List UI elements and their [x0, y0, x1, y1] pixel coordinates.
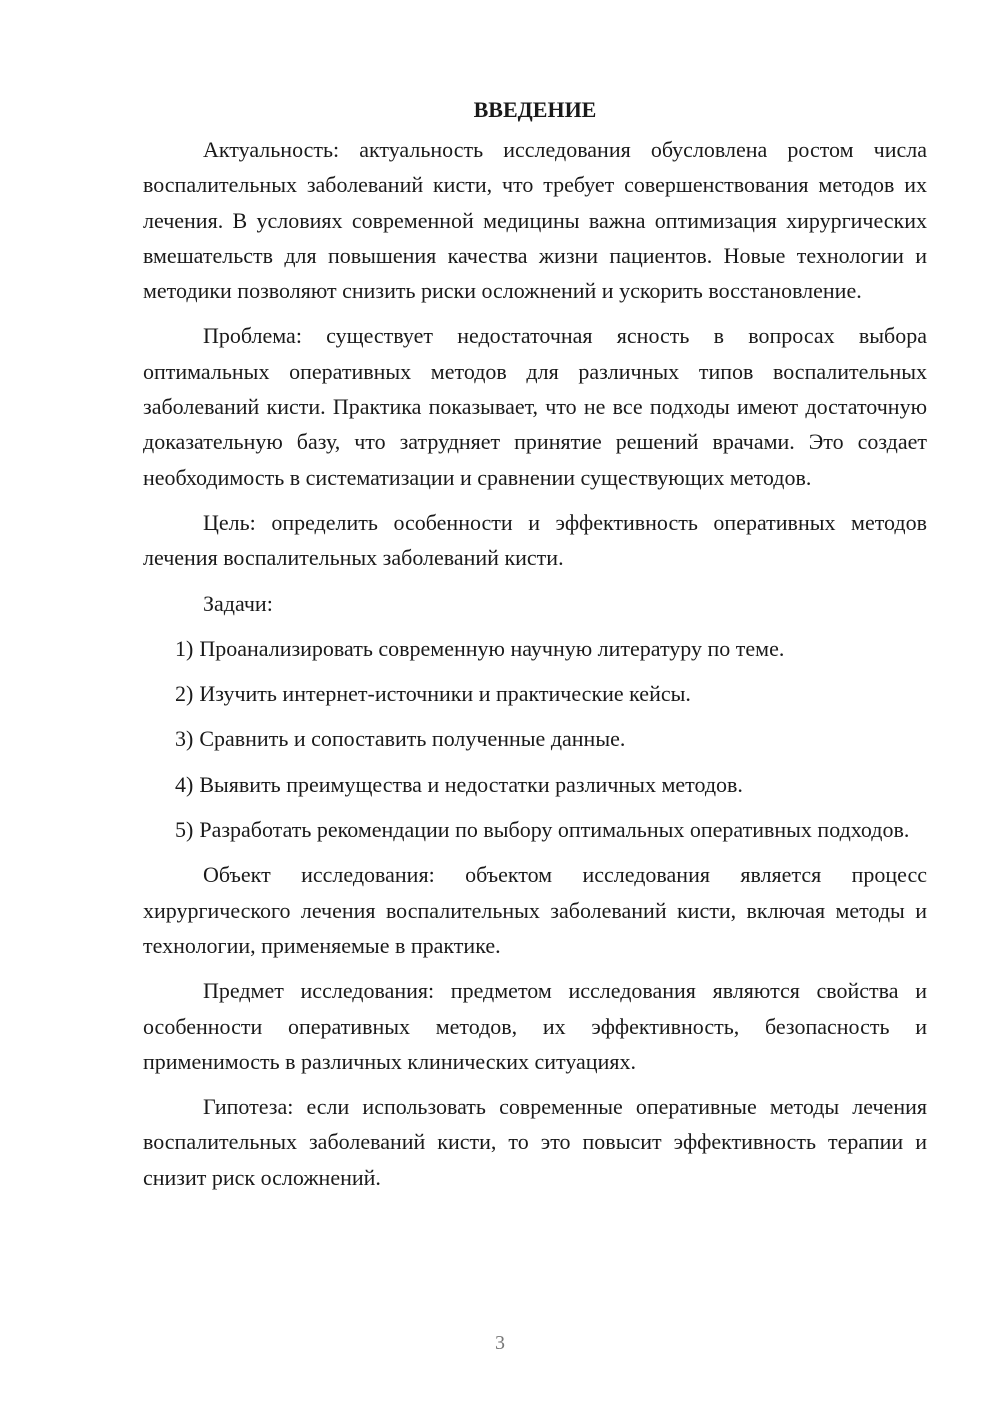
list-item-number: 2) — [175, 681, 194, 707]
paragraph-problem: Проблема: существует недостаточная ясность в вопросах выбора оптимальных оперативных методов для различных типов воспалительных заболеваний кисти. Практика показывает, что не все подходы имеют достаточную доказательную базу, что затрудняет принятие решений врачами. Это создает необходимость в систематизации и сравнении существующих методов. — [143, 323, 927, 490]
paragraph-subject: Предмет исследования: предметом исследования являются свойства и особенности оперативных методов, их эффективность, безопасность и применимость в различных клинических ситуациях. — [143, 978, 927, 1074]
list-item — [143, 767, 927, 802]
list-item-number: 3) — [175, 726, 194, 752]
paragraph-goal: Цель: определить особенности и эффективность оперативных методов лечения воспалительных заболеваний кисти. — [143, 509, 927, 571]
list-item — [143, 812, 927, 847]
paragraph-hypothesis: Гипотеза: если использовать современные оперативные методы лечения воспалительных заболеваний кисти, то это повысит эффективность терапии и снизит риск осложнений. — [143, 1094, 927, 1190]
tasks-list — [143, 631, 927, 847]
document-page — [143, 92, 927, 1205]
list-item — [143, 676, 927, 711]
page-number: 3 — [495, 1332, 505, 1354]
list-item-text: Сравнить и сопоставить полученные данные. — [199, 726, 626, 752]
paragraph-tasks-heading: Задачи: — [203, 590, 273, 616]
list-item-text: Разработать рекомендации по выбору оптимальных оперативных подходов. — [199, 817, 910, 843]
list-item-number: 4) — [175, 771, 194, 797]
page-title: ВВЕДЕНИЕ — [473, 97, 597, 122]
list-item-text: Выявить преимущества и недостатки различных методов. — [199, 771, 743, 797]
list-item — [143, 721, 927, 756]
list-item-number: 5) — [175, 817, 194, 843]
list-item-text: Проанализировать современную научную литературу по теме. — [199, 635, 785, 661]
paragraph-relevance: Актуальность: актуальность исследования обусловлена ростом числа воспалительных заболеваний кисти, что требует совершенствования методов их лечения. В условиях современной медицины важна оптимизация хирургических вмешательств для повышения качества жизни пациентов. Новые технологии и методики позволяют снизить риски осложнений и ускорить восстановление. — [143, 137, 927, 304]
list-item-text: Изучить интернет-источники и практические кейсы. — [199, 681, 691, 707]
paragraph-object: Объект исследования: объектом исследования является процесс хирургического лечения воспалительных заболеваний кисти, включая методы и технологии, применяемые в практике. — [143, 862, 927, 958]
list-item-number: 1) — [175, 635, 194, 661]
list-item — [143, 631, 927, 666]
